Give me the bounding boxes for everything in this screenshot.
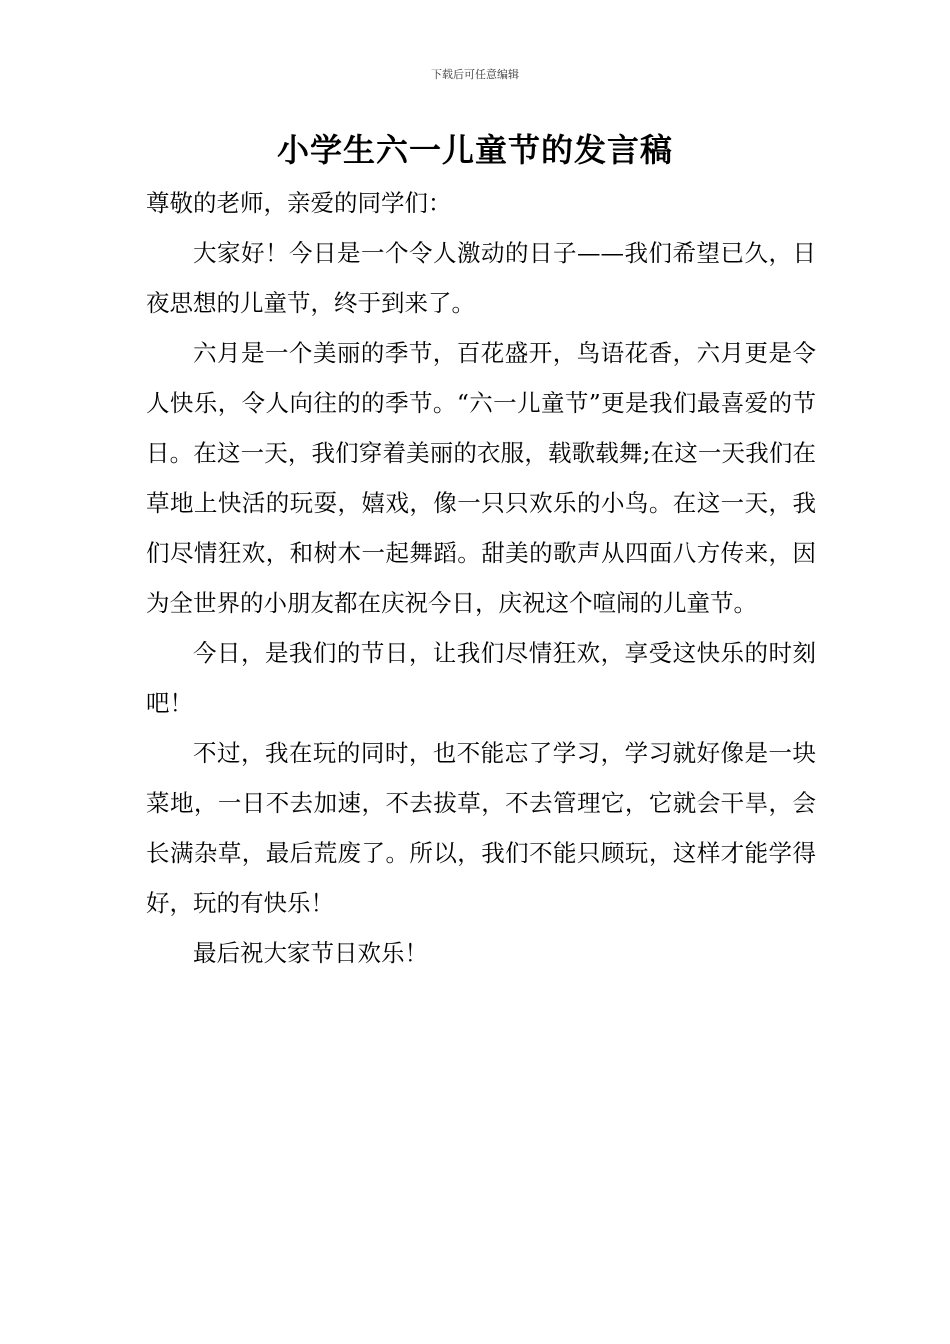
salutation: 尊敬的老师，亲爱的同学们： bbox=[146, 189, 452, 217]
paragraph-closing: 最后祝大家节日欢乐！ bbox=[193, 939, 428, 967]
paragraph-celebrate: 今日，是我们的节日，让我们尽情狂欢，享受这快乐的时刻吧！ bbox=[146, 639, 816, 717]
header-note: 下载后可任意编辑 bbox=[431, 68, 519, 81]
paragraph-greeting: 大家好！今日是一个令人激动的日子——我们希望已久，日夜思想的儿童节，终于到来了。 bbox=[146, 239, 816, 317]
document-body bbox=[146, 178, 816, 978]
document-title: 小学生六一儿童节的发言稿 bbox=[276, 131, 673, 169]
paragraph-june: 六月是一个美丽的季节，百花盛开，鸟语花香，六月更是令人快乐，令人向往的的季节。“六一儿童节”更是我们最喜爱的节日。在这一天，我们穿着美丽的衣服，载歌载舞;在这一天我们在草地上快活的玩耍，嬉戏，像一只只欢乐的小鸟。在这一天，我们尽情狂欢，和树木一起舞蹈。甜美的歌声从四面八方传来，因为全世界的小朋友都在庆祝今日，庆祝这个喧闹的儿童节。 bbox=[146, 339, 816, 617]
paragraph-study: 不过，我在玩的同时，也不能忘了学习，学习就好像是一块菜地，一日不去加速，不去拔草，不去管理它，它就会干旱，会长满杂草，最后荒废了。所以，我们不能只顾玩，这样才能学得好，玩的有快乐！ bbox=[146, 739, 816, 917]
